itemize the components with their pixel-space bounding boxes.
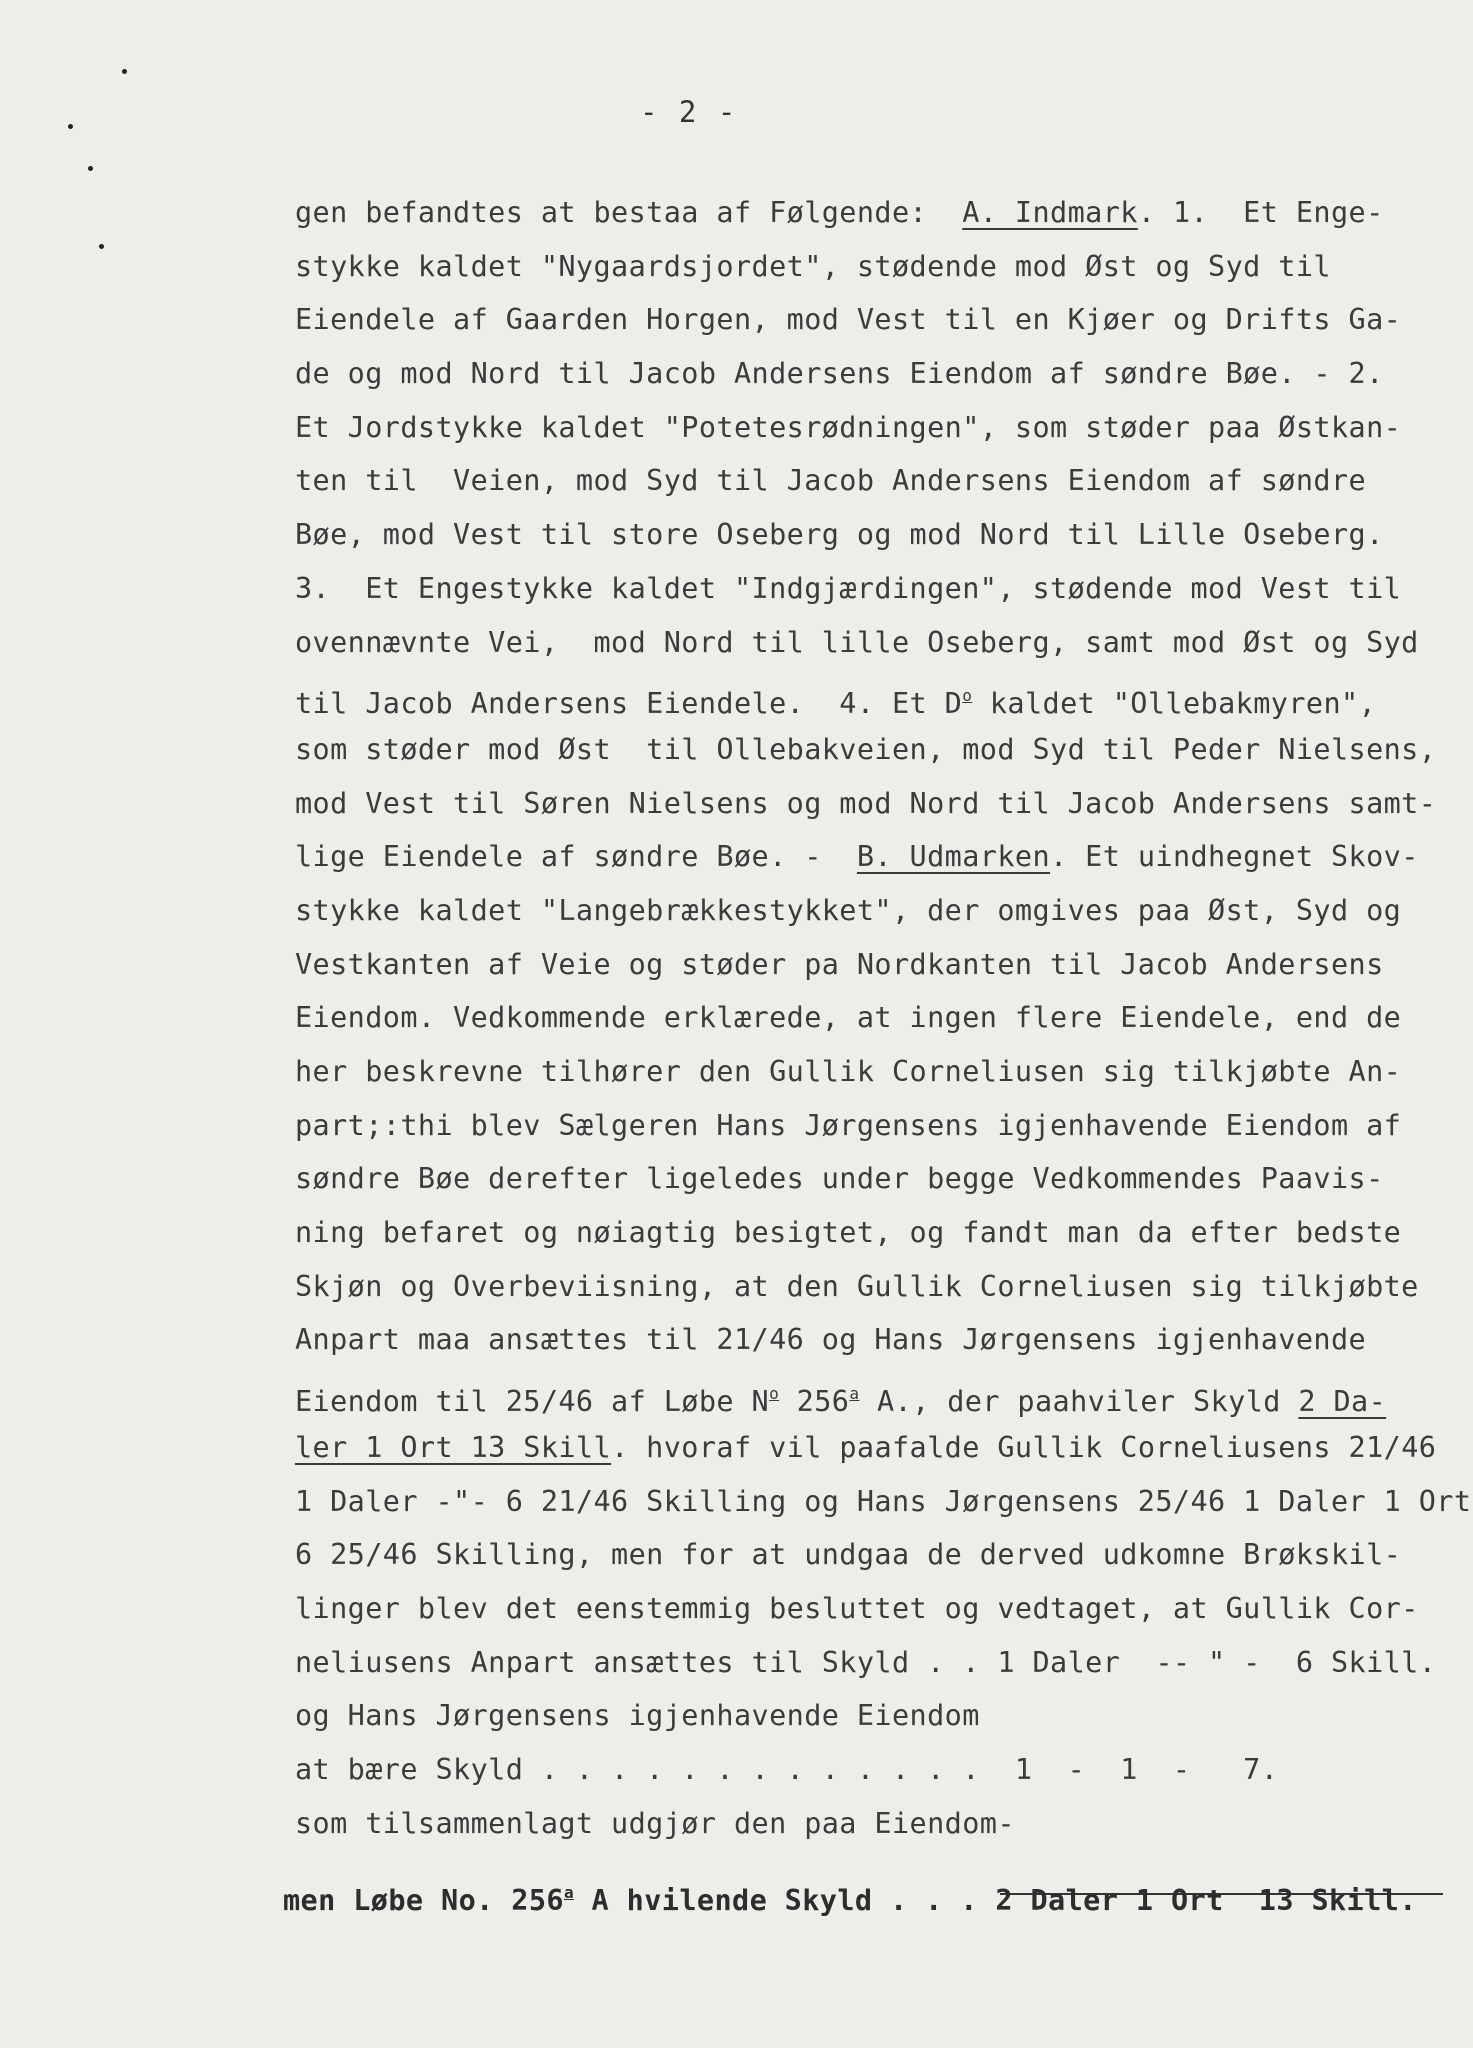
text-line: [295, 1313, 1445, 1367]
text-run: her beskrevne tilhører den Gullik Corneliusen sig tilkjøbte An-: [295, 1055, 1402, 1088]
underlined-text: A. Indmark: [962, 196, 1138, 229]
text-run: Eiendom. Vedkommende erklærede, at ingen flere Eiendele, end de: [295, 1001, 1402, 1035]
text-line: [295, 1689, 1445, 1743]
text-line: [295, 1797, 1445, 1851]
text-run: til Jacob Andersens Eiendele. 4. Et D: [295, 687, 963, 721]
underlined-text: ler 1 Ort 13 Skill: [295, 1430, 612, 1464]
text-run: . hvoraf vil paafalde Gullik Corneliusens 21/46: [611, 1430, 1437, 1464]
text-run: A., der paahviler Skyld: [859, 1385, 1299, 1419]
text-line: [295, 991, 1445, 1045]
text-line: [295, 1206, 1445, 1260]
text-run: som støder mod Øst til Ollebakveien, mod Syd til Peder Nielsens,: [295, 732, 1437, 766]
text-run: 256: [779, 1385, 850, 1419]
text-run: og Hans Jørgensens igjenhavende Eiendom: [295, 1699, 980, 1733]
text-run: linger blev det eenstemmig besluttet og vedtaget, at Gullik Cor-: [295, 1591, 1419, 1625]
text-run: de og mod Nord til Jacob Andersens Eiendom af søndre Bøe. - 2.: [295, 357, 1384, 391]
text-line: [295, 1528, 1445, 1582]
text-run: 6 25/46 Skilling, men for at undgaa de derved udkomne Brøkskil-: [295, 1538, 1402, 1572]
body-text: [295, 186, 1472, 1850]
text-line: [295, 1582, 1445, 1636]
text-line: [295, 508, 1445, 562]
text-run: kaldet "Ollebakmyren",: [972, 687, 1377, 721]
margin-mark: [99, 244, 104, 249]
text-run: gen befandtes at bestaa af Følgende:: [295, 196, 963, 229]
text-line: [295, 347, 1445, 401]
page-number: - 2 -: [640, 95, 738, 129]
margin-mark: [68, 124, 73, 129]
text-run: . 1. Et Enge-: [1137, 196, 1384, 229]
text-run: Vestkanten af Veie og støder pa Nordkanten til Jacob Andersens: [295, 947, 1384, 981]
margin-mark: [88, 166, 93, 171]
text-line: [295, 1099, 1445, 1153]
text-run: ovennævnte Vei, mod Nord til lille Oseberg, samt mod Øst og Syd: [295, 625, 1419, 659]
text-line: [295, 938, 1445, 992]
text-line: [295, 616, 1445, 670]
text-line: [295, 186, 1445, 240]
text-run: mod Vest til Søren Nielsens og mod Nord til Jacob Andersens samt-: [295, 786, 1437, 820]
text-line: [295, 884, 1445, 938]
text-run: ten til Veien, mod Syd til Jacob Andersens Eiendom af søndre: [295, 464, 1367, 498]
underlined-text: 2 Da-: [1298, 1385, 1387, 1419]
text-line: [295, 562, 1445, 616]
text-run: Et Jordstykke kaldet "Potetesrødningen", som støder paa Østkan-: [295, 410, 1402, 444]
final-line: [283, 1866, 1417, 1920]
text-run: ning befaret og nøiagtig besigtet, og fandt man da efter bedste: [295, 1216, 1402, 1250]
text-line: [295, 293, 1445, 347]
text-run: neliusens Anpart ansættes til Skyld . . 1 Daler -- " - 6 Skill.: [295, 1645, 1437, 1679]
text-line: [295, 1045, 1445, 1099]
text-run: Skjøn og Overbeviisning, at den Gullik Corneliusen sig tilkjøbte: [295, 1269, 1419, 1303]
text-line: [295, 240, 1445, 294]
superscript: o: [962, 686, 973, 706]
superscript: o: [769, 1384, 780, 1404]
underlined-text: B. Udmarken: [856, 840, 1051, 874]
text-run: lige Eiendele af søndre Bøe. -: [295, 840, 857, 874]
text-run: Anpart maa ansættes til 21/46 og Hans Jørgensens igjenhavende: [295, 1323, 1367, 1357]
text-line: [295, 669, 1445, 723]
text-run: 1 Daler -"- 6 21/46 Skilling og Hans Jørgensens 25/46 1 Daler 1 Ort: [295, 1484, 1472, 1518]
text-line: [295, 723, 1445, 777]
text-line: [295, 1260, 1445, 1314]
text-line: [283, 1866, 1417, 1920]
text-line: [295, 830, 1445, 884]
text-line: [295, 1743, 1445, 1797]
text-line: [295, 454, 1445, 508]
text-run: Bøe, mod Vest til store Oseberg og mod Nord til Lille Oseberg.: [295, 518, 1384, 552]
text-run: A hvilende Skyld . . . 2 Daler 1 Ort 13 Skill.: [573, 1884, 1417, 1917]
text-run: . Et uindhegnet Skov-: [1050, 840, 1419, 874]
text-line: [295, 1636, 1445, 1690]
text-run: 3. Et Engestykke kaldet "Indgjærdingen", stødende mod Vest til: [295, 571, 1402, 605]
superscript: a: [849, 1384, 860, 1404]
text-run: men Løbe No. 256: [283, 1884, 564, 1917]
text-run: søndre Bøe derefter ligeledes under begge Vedkommendes Paavis-: [295, 1162, 1384, 1196]
text-run: part;:thi blev Sælgeren Hans Jørgensens igjenhavende Eiendom af: [295, 1108, 1402, 1142]
text-line: [295, 1421, 1445, 1475]
text-line: [295, 1152, 1445, 1206]
text-line: [295, 401, 1445, 455]
text-run: at bære Skyld . . . . . . . . . . . . . 1 - 1 - 7.: [295, 1752, 1279, 1786]
superscript: a: [563, 1883, 574, 1902]
text-run: stykke kaldet "Nygaardsjordet", stødende mod Øst og Syd til: [295, 249, 1331, 283]
text-run: Eiendele af Gaarden Horgen, mod Vest til en Kjøer og Drifts Ga-: [295, 303, 1402, 337]
margin-mark: [122, 69, 127, 74]
text-line: [295, 1367, 1445, 1421]
text-line: [295, 1475, 1472, 1529]
text-run: stykke kaldet "Langebrækkestykket", der omgives paa Øst, Syd og: [295, 893, 1402, 927]
text-run: som tilsammenlagt udgjør den paa Eiendom-: [295, 1806, 1015, 1840]
text-line: [295, 777, 1445, 831]
text-run: Eiendom til 25/46 af Løbe N: [295, 1385, 770, 1419]
